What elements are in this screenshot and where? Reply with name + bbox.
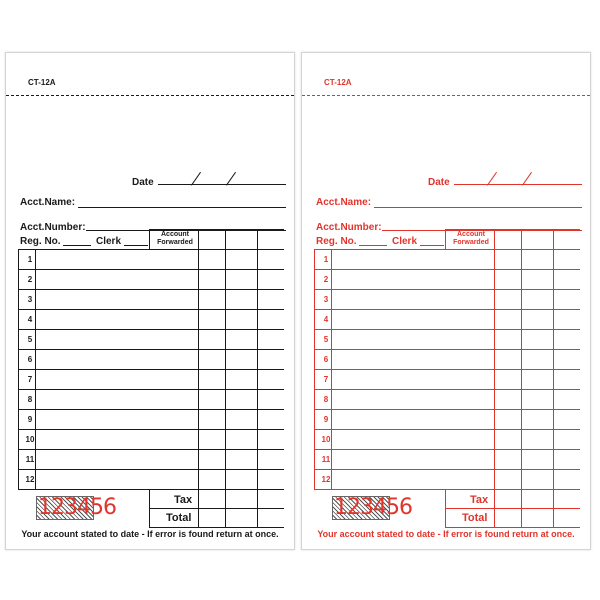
- total-label: Total: [166, 512, 192, 524]
- table-row: [18, 289, 284, 290]
- row-number: 2: [323, 275, 329, 284]
- serial-number: 123456: [334, 495, 412, 520]
- guest-check-form-red: [301, 52, 591, 550]
- row-number: 12: [321, 475, 331, 484]
- acct-number-label: Acct.Number:: [316, 222, 382, 233]
- row-number: 3: [27, 295, 33, 304]
- table-row: [18, 409, 284, 410]
- acct-number-label: Acct.Number:: [20, 222, 86, 233]
- form-code: CT-12A: [324, 78, 352, 87]
- table-row: [18, 469, 284, 470]
- perforation-line: [302, 95, 590, 96]
- table-row: [314, 449, 580, 450]
- header-divider: [445, 229, 446, 249]
- acct-name-label: Acct.Name:: [20, 197, 76, 208]
- column-divider: [521, 229, 522, 527]
- perforation-line: [6, 95, 294, 96]
- date-line: [158, 184, 286, 185]
- table-row: [314, 269, 580, 270]
- table-row: [18, 329, 284, 330]
- date-line: [454, 184, 582, 185]
- tax-label: Tax: [470, 494, 489, 506]
- account-forwarded-label: Account Forwarded: [453, 231, 489, 246]
- footer-notice: Your account stated to date - If error is found return at once.: [21, 529, 279, 539]
- reg-no-label: Reg. No.: [316, 236, 357, 247]
- table-row: [314, 409, 580, 410]
- tax-total-divider: [149, 508, 284, 509]
- table-row: [314, 249, 580, 250]
- table-row: [314, 389, 580, 390]
- serial-number: 123456: [38, 495, 116, 520]
- row-number: 4: [27, 315, 33, 324]
- table-row: [314, 289, 580, 290]
- clerk-label: Clerk: [96, 236, 122, 247]
- acct-name-label: Acct.Name:: [316, 197, 372, 208]
- table-row: [18, 349, 284, 350]
- row-number: 8: [323, 395, 329, 404]
- column-divider: [257, 229, 258, 527]
- totals-left-border: [149, 489, 150, 527]
- row-number: 9: [27, 415, 33, 424]
- line-item-table: [314, 229, 580, 527]
- table-row: [314, 429, 580, 430]
- table-row: [18, 489, 284, 490]
- table-row: [18, 249, 284, 250]
- row-number: 2: [27, 275, 33, 284]
- row-number: 1: [323, 255, 329, 264]
- row-number: 6: [323, 355, 329, 364]
- table-row: [314, 369, 580, 370]
- row-number: 8: [27, 395, 33, 404]
- totals-left-border: [445, 489, 446, 527]
- table-row: [18, 269, 284, 270]
- row-number: 5: [323, 335, 329, 344]
- row-number: 12: [25, 475, 35, 484]
- row-number: 4: [323, 315, 329, 324]
- column-divider: [225, 229, 226, 527]
- form-code: CT-12A: [28, 78, 56, 87]
- header-divider: [149, 229, 150, 249]
- table-row: [18, 369, 284, 370]
- column-divider: [198, 229, 199, 527]
- account-forwarded-label: Account Forwarded: [157, 231, 193, 246]
- row-number: 10: [321, 435, 331, 444]
- table-row: [314, 349, 580, 350]
- table-bottom-line: [445, 527, 580, 528]
- row-number: 3: [323, 295, 329, 304]
- serial-number-area: [332, 493, 412, 521]
- clerk-label: Clerk: [392, 236, 418, 247]
- footer-notice: Your account stated to date - If error is found return at once.: [317, 529, 575, 539]
- row-number: 1: [27, 255, 33, 264]
- row-number: 11: [321, 455, 331, 464]
- row-number: 9: [323, 415, 329, 424]
- acct-name-line: [374, 207, 582, 208]
- row-number: 7: [27, 375, 33, 384]
- column-divider: [553, 229, 554, 527]
- line-item-table: [18, 229, 284, 527]
- table-row: [18, 309, 284, 310]
- reg-no-label: Reg. No.: [20, 236, 61, 247]
- row-number: 10: [25, 435, 35, 444]
- header-top-line: [149, 229, 284, 230]
- date-label: Date: [428, 177, 450, 188]
- column-divider: [494, 229, 495, 527]
- date-label: Date: [132, 177, 154, 188]
- tax-total-divider: [445, 508, 580, 509]
- guest-check-form-white: [5, 52, 295, 550]
- table-row: [18, 389, 284, 390]
- tax-label: Tax: [174, 494, 193, 506]
- row-number: 5: [27, 335, 33, 344]
- row-number: 11: [25, 455, 35, 464]
- header-top-line: [445, 229, 580, 230]
- total-label: Total: [462, 512, 488, 524]
- acct-name-line: [78, 207, 286, 208]
- table-row: [314, 329, 580, 330]
- table-row: [18, 449, 284, 450]
- table-row: [314, 469, 580, 470]
- serial-number-area: [36, 493, 116, 521]
- table-bottom-line: [149, 527, 284, 528]
- table-row: [314, 309, 580, 310]
- row-number: 6: [27, 355, 33, 364]
- row-number: 7: [323, 375, 329, 384]
- table-row: [314, 489, 580, 490]
- table-row: [18, 429, 284, 430]
